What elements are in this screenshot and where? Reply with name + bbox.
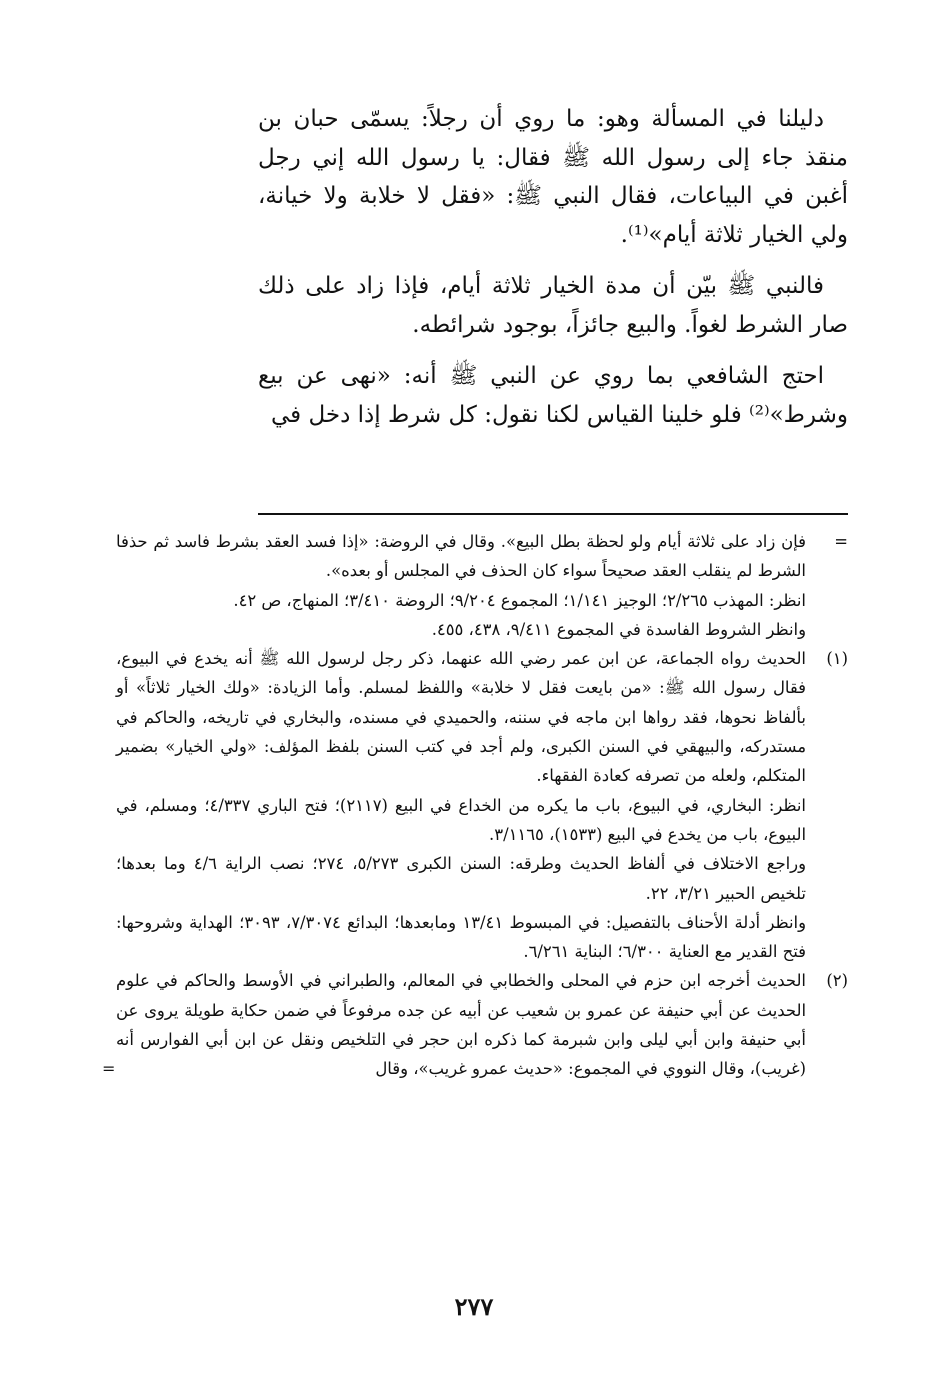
footnote-separator (258, 513, 848, 515)
footnote-paragraph: فإن زاد على ثلاثة أيام ولو لحظة بطل البيع». وقال في الروضة: «إذا فسد العقد بشرط فاسد ثم حذفا الشرط لم ينقلب العقد صحيحاً سواء كان الحذف في المجلس أو بعده». (116, 532, 806, 581)
footnote-2 (102, 966, 848, 1083)
footnote-paragraph: الحديث رواه الجماعة، عن ابن عمر رضي الله عنهما، ذكر رجل لرسول الله ﷺ أنه يخدع في البيوع، فقال رسول الله ﷺ: «من بايعت فقل لا خلابة» واللفظ لمسلم. وأما الزيادة: «ولك الخيار ثلاثاً» أو بألفاظ نحوها، فقد رواها ابن ماجه في سننه، والحميدي في مسنده، والبخاري في تاريخه، والحاكم في مستدركه، والبيهقي في السنن الكبرى، ولم أجد في كتب السنن بلفظ المؤلف: «ولي الخيار» بضمير المتكلم، ولعله من تصرفه كعادة الفقهاء. (116, 649, 806, 786)
main-text (258, 100, 848, 447)
footnote-paragraph: وانظر أدلة الأحناف بالتفصيل: في المبسوط ١٣/٤١ ومابعدها؛ البدائع ٧/٣٠٧٤، ٣٠٩٣؛ الهداية وشروحها: فتح القدير مع العناية ٦/٣٠٠؛ البناية ٦/٢٦١. (116, 912, 806, 962)
footnote-paragraph: انظر: المهذب ٢/٢٦٥؛ الوجيز ١/١٤١؛ المجموع ٩/٢٠٤؛ الروضة ٣/٤١٠؛ المنهاج، ص ٤٢. (233, 590, 806, 610)
footnotes (102, 527, 848, 1084)
main-paragraph: فالنبي ﷺ بيّن أن مدة الخيار ثلاثة أيام، فإذا زاد على ذلك صار الشرط لغواً. والبيع جائزاً، بوجود شرائطه. (258, 273, 848, 338)
footnote-marker: (١) (826, 649, 848, 669)
page-number: ٢٧٧ (454, 1292, 494, 1321)
main-paragraph: دليلنا في المسألة وهو: ما روي أن رجلاً: يسمّى حبان بن منقذ جاء إلى رسول الله ﷺ فقال: يا رسول الله إني رجل أغبن في البياعات، فقال النبي ﷺ: «فقل لا خلابة ولا خيانة، ولي الخيار ثلاثة أيام»⁽¹⁾. (258, 106, 848, 248)
footnote-marker: = (834, 532, 848, 551)
footnote-marker: (٢) (826, 971, 848, 991)
footnote-continued (116, 527, 848, 644)
footnote-1 (116, 644, 848, 966)
continuation-mark: = (102, 1059, 116, 1079)
footnote-paragraph: الحديث أخرجه ابن حزم في المحلى والخطابي في المعالم، والطبراني في الأوسط والحاكم في علوم الحديث عن أبي حنيفة عن عمرو بن شعيب عن أبيه عن جده مرفوعاً في ضمن حكاية طويلة يروى عن أبي حنيفة وابن أبي ليلى وابن شبرمة كما ذكره ابن حجر في التلخيص ونقل عن ابن أبي الفوارس أنه (غريب)، وقال النووي في المجموع: «حديث عمرو غريب»، وقال (116, 971, 806, 1079)
footnote-paragraph: وراجع الاختلاف في ألفاظ الحديث وطرقه: السنن الكبرى ٥/٢٧٣، ٢٧٤؛ نصب الراية ٤/٦ وما بعدها؛ تلخيص الحبير ٣/٢١، ٢٢. (116, 854, 806, 903)
footnote-paragraph: انظر: البخاري، في البيوع، باب ما يكره من الخداع في البيع (٢١١٧)؛ فتح الباري ٤/٣٣٧؛ ومسلم، في البيوع، باب من يخدع في البيع (١٥٣٣)، ٣/١١٦٥. (116, 795, 806, 844)
footnote-paragraph: وانظر الشروط الفاسدة في المجموع ٩/٤١١، ٤٣٨، ٤٥٥. (431, 619, 806, 639)
main-paragraph: احتج الشافعي بما روي عن النبي ﷺ أنه: «نهى عن بيع وشرط»⁽²⁾ فلو خلينا القياس لكنا نقول: كل شرط إذا دخل في (258, 363, 848, 428)
